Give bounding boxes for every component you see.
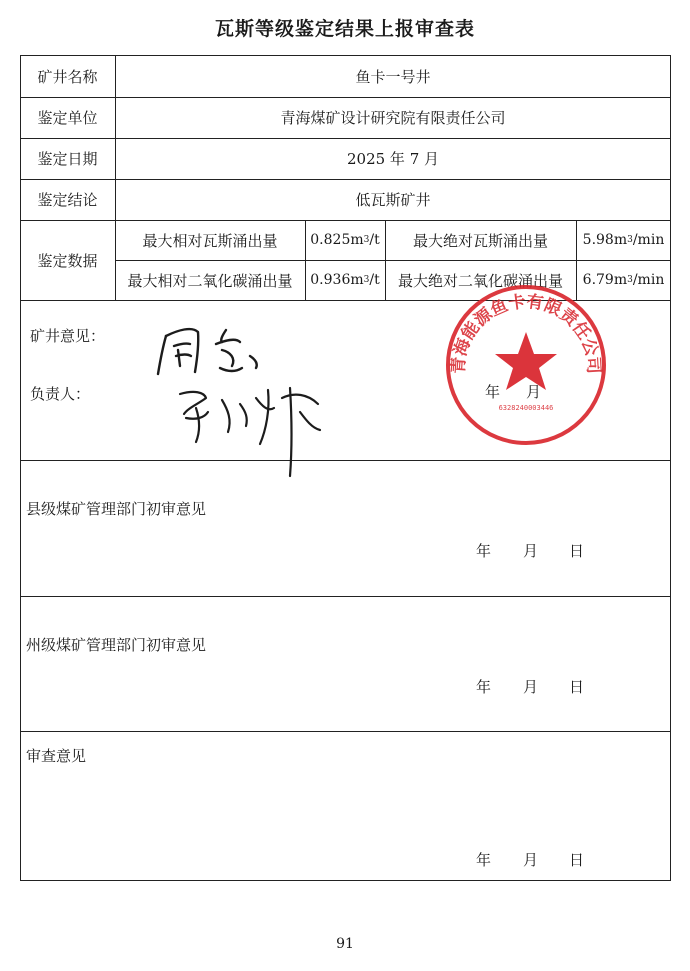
rel-gas-value: 0.825 m 3 /t [310,232,380,248]
document-title: 瓦斯等级鉴定结果上报审查表 [214,18,475,40]
mine-name-value: 鱼卡一号井 [355,67,431,86]
seal-text: 青海能源鱼卡有限责任公司 [448,291,604,375]
rel-co2-label: 最大相对二氧化碳涌出量 [127,271,293,290]
month-text: 月 [523,678,539,696]
abs-gas-value: 5.98 m 3 /min [582,232,665,248]
mine-opinion-month: 月 [526,383,542,401]
year-text: 年 [476,851,492,869]
seal-number: 6328240003446 [498,404,554,412]
abs-co2-value: 6.79 m 3 /min [582,272,665,288]
month-text: 月 [523,542,539,560]
mine-opinion-year: 年 [485,383,501,401]
rel-co2-value: 0.936 m 3 /t [310,272,380,288]
mine-opinion-label: 矿井意见： [30,327,106,345]
unit-label: 鉴定单位 [37,109,98,127]
abs-co2-label: 最大绝对二氧化碳涌出量 [397,271,563,290]
day-text: 日 [569,542,585,560]
day-text: 日 [569,678,585,696]
page-number: 91 [336,936,354,952]
data-label: 鉴定数据 [37,251,98,270]
handwritten-approval [158,329,257,374]
year-text: 年 [476,678,492,696]
conclusion-label: 鉴定结论 [37,191,98,209]
rel-gas-label: 最大相对瓦斯涌出量 [142,231,278,250]
date-label: 鉴定日期 [37,150,98,168]
handwritten-signature [180,388,320,476]
day-text: 日 [569,851,585,869]
responsible-label: 负责人： [30,385,91,403]
prefecture-review-label: 州级煤矿管理部门初审意见 [26,636,207,654]
unit-value: 青海煤矿设计研究院有限责任公司 [280,109,506,127]
date-value: 2025 年 7 月 [346,150,440,168]
month-text: 月 [523,851,539,869]
final-review-label: 审查意见 [26,747,87,765]
county-review-label: 县级煤矿管理部门初审意见 [26,500,207,518]
abs-gas-label: 最大绝对瓦斯涌出量 [412,231,548,250]
conclusion-value: 低瓦斯矿井 [355,191,431,209]
company-seal [441,280,611,450]
year-text: 年 [476,542,492,560]
mine-name-label: 矿井名称 [37,67,98,86]
